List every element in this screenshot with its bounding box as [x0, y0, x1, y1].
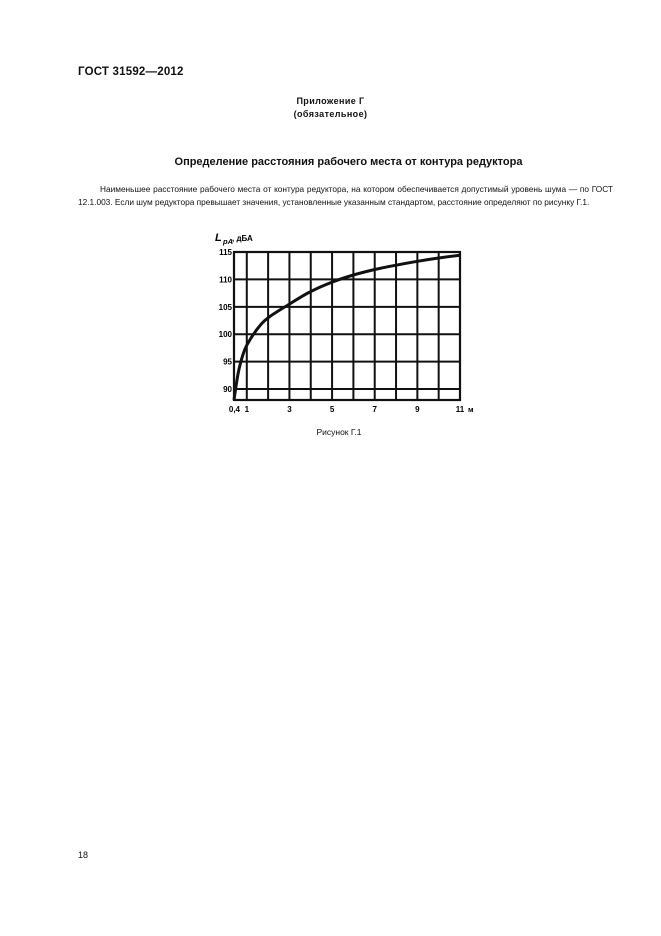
x-tick-label: 7 [372, 405, 377, 414]
x-tick-label: 0,4 [228, 405, 240, 414]
distance-noise-chart [210, 228, 490, 418]
y-tick-labels [219, 248, 233, 394]
y-axis-unit: , дБА [232, 234, 253, 243]
y-tick-label: 115 [219, 248, 232, 257]
y-tick-label: 110 [219, 275, 232, 285]
figure-caption: Рисунок Г.1 [316, 427, 362, 437]
y-tick-label: 100 [218, 330, 232, 340]
y-axis-label: L [215, 232, 222, 244]
section-title: Определение расстояния рабочего места от контура редуктора [174, 156, 523, 168]
annex-type: (обязательное) [293, 109, 368, 119]
x-tick-label: 9 [415, 405, 420, 414]
x-tick-label: 3 [287, 405, 292, 414]
y-tick-label: 90 [223, 385, 232, 395]
x-axis-unit: м [468, 405, 474, 414]
y-tick-label: 105 [218, 302, 232, 312]
chart-grid [234, 252, 460, 400]
page-number: 18 [78, 850, 89, 860]
document-code: ГОСТ 31592—2012 [78, 66, 184, 78]
x-tick-labels [229, 405, 465, 414]
y-tick-label: 95 [223, 357, 232, 367]
annex-title: Приложение Г [296, 96, 365, 106]
x-tick-label: 11 [455, 405, 465, 414]
x-tick-label: 1 [244, 405, 250, 414]
body-paragraph: Наименьшее расстояние рабочего места от контура редуктора, на котором обеспечивается допустимый уровень шума — по ГОСТ 12.1.003. Если шум редуктора превышает значения, установленные указанным стандартом, расстояние определяют по рисунку Г.1. [78, 184, 613, 208]
y-axis-label-subscript: pA [223, 237, 233, 246]
x-tick-label: 5 [329, 405, 335, 414]
